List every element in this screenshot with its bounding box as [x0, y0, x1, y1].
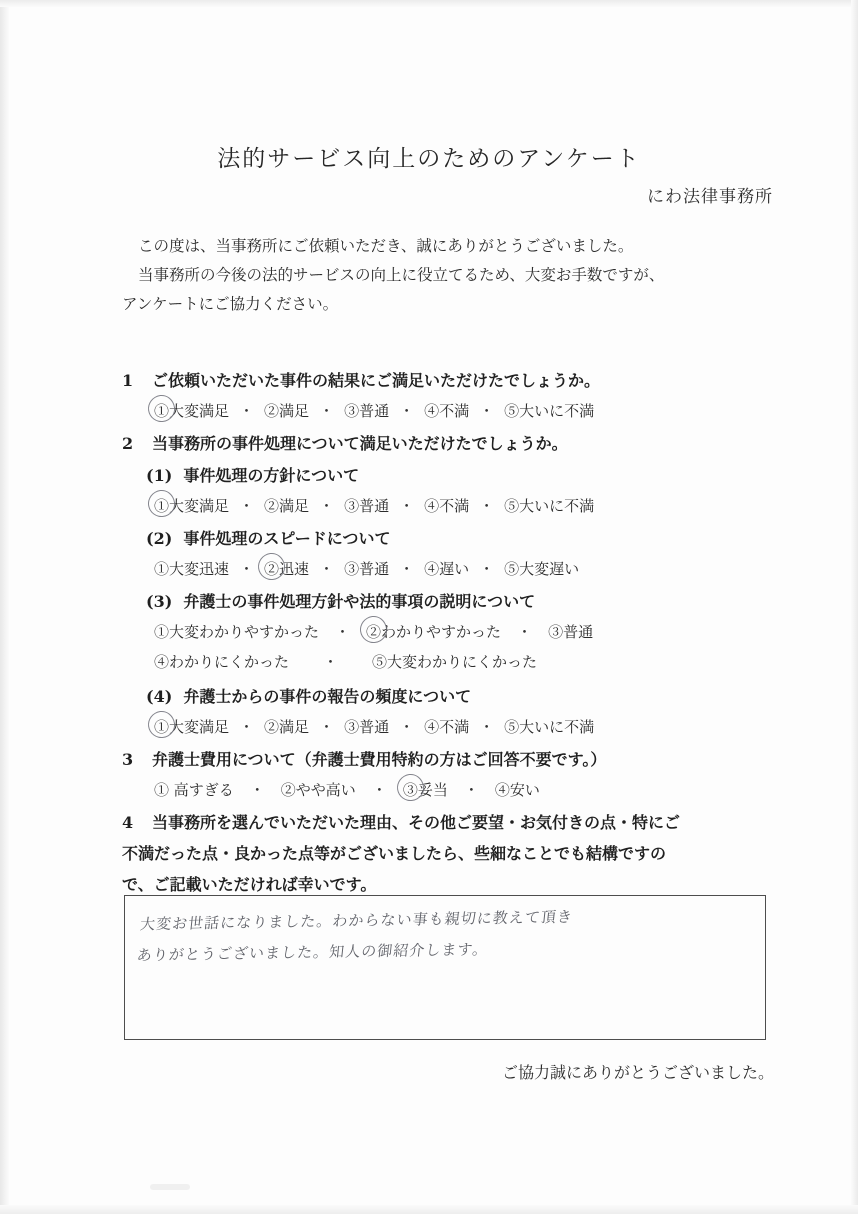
option-separator: ・	[399, 497, 415, 515]
option-2-1-5[interactable]: ⑤大いに不満	[504, 497, 595, 515]
option-separator: ・	[517, 623, 533, 641]
handwritten-answer-line-1: 大変お世話になりました。わからない事も親切に教えて頂き	[139, 907, 574, 934]
handwritten-answer	[135, 899, 753, 972]
question-3-text: 弁護士費用について（弁護士費用特約の方はご回答不要です。）	[152, 750, 607, 769]
option-1-3[interactable]: ③普通	[344, 402, 390, 420]
question-2	[122, 431, 822, 454]
option-separator: ・	[239, 560, 255, 578]
question-2-text: 当事務所の事件処理について満足いただけたでしょうか。	[152, 434, 568, 453]
option-separator: ・	[239, 497, 255, 515]
option-separator: ・	[319, 402, 335, 420]
option-2-1-1[interactable]: ①大変満足	[154, 497, 230, 515]
option-2-2-1[interactable]: ①大変迅速	[154, 560, 230, 578]
option-2-4-3[interactable]: ③普通	[344, 718, 390, 736]
option-2-4-1[interactable]: ①大変満足	[154, 718, 230, 736]
question-1	[122, 368, 822, 421]
question-2-4-options	[154, 716, 846, 737]
option-separator: ・	[399, 402, 415, 420]
option-2-1-3[interactable]: ③普通	[344, 497, 390, 515]
option-separator: ・	[479, 402, 495, 420]
option-separator: ・	[479, 497, 495, 515]
question-4-heading-line-3	[122, 872, 822, 895]
option-2-2-5[interactable]: ⑤大変遅い	[504, 560, 580, 578]
question-3-options	[154, 779, 822, 800]
option-2-2-2[interactable]: ②迅速	[264, 560, 310, 578]
option-separator: ・	[479, 560, 495, 578]
closing-text: ご協力誠にありがとうございました。	[501, 1063, 774, 1082]
question-4	[122, 810, 822, 895]
option-1-5[interactable]: ⑤大いに不満	[504, 402, 595, 420]
question-4-heading-line-1	[122, 810, 822, 833]
option-2-4-4[interactable]: ④不満	[424, 718, 470, 736]
option-3-2[interactable]: ②やや高い	[280, 781, 356, 799]
question-1-text: ご依頼いただいた事件の結果にご満足いただけたでしょうか。	[152, 371, 601, 390]
option-2-4-2[interactable]: ②満足	[264, 718, 310, 736]
question-4-text-3: で、ご記載いただければ幸いです。	[122, 875, 377, 894]
question-2-2-label: (2)	[146, 529, 173, 548]
option-separator: ・	[463, 781, 479, 799]
question-2-2-options	[154, 558, 846, 579]
option-separator: ・	[239, 718, 255, 736]
option-separator: ・	[335, 623, 351, 641]
option-separator: ・	[479, 718, 495, 736]
question-2-4-heading	[146, 684, 846, 707]
firm-name: にわ法律事務所	[647, 187, 773, 207]
option-1-4[interactable]: ④不満	[424, 402, 470, 420]
option-3-3[interactable]: ③妥当	[402, 781, 448, 799]
option-1-1[interactable]: ①大変満足	[154, 402, 230, 420]
option-2-4-5[interactable]: ⑤大いに不満	[504, 718, 595, 736]
question-2-3-options-line-1	[154, 621, 846, 642]
question-2-3-text: 弁護士の事件処理方針や法的事項の説明について	[183, 592, 536, 611]
question-2-3	[146, 589, 846, 672]
option-separator: ・	[239, 402, 255, 420]
option-1-2[interactable]: ②満足	[264, 402, 310, 420]
option-separator: ・	[399, 560, 415, 578]
question-2-4-label: (4)	[146, 687, 173, 706]
option-separator: ・	[319, 497, 335, 515]
question-2-2-heading	[146, 526, 846, 549]
option-2-1-4[interactable]: ④不満	[424, 497, 470, 515]
question-2-number: 2	[122, 434, 134, 453]
option-3-1[interactable]: ① 高すぎる	[154, 781, 234, 799]
question-2-1	[146, 463, 846, 516]
question-4-number: 4	[122, 813, 134, 832]
question-2-1-heading	[146, 463, 846, 486]
option-separator: ・	[319, 718, 335, 736]
question-2-2-text: 事件処理のスピードについて	[183, 529, 391, 548]
option-2-3-1[interactable]: ①大変わかりやすかった	[154, 623, 320, 641]
question-2-1-text: 事件処理の方針について	[183, 466, 360, 485]
option-2-2-3[interactable]: ③普通	[344, 560, 390, 578]
option-2-2-4[interactable]: ④遅い	[424, 560, 470, 578]
option-separator: ・	[371, 781, 387, 799]
question-2-3-heading	[146, 589, 846, 612]
question-4-text-2: 不満だった点・良かった点等がございましたら、些細なことでも結構ですの	[122, 844, 667, 863]
question-2-2	[146, 526, 846, 579]
scan-smudge	[150, 1184, 190, 1190]
free-comment-box[interactable]	[124, 895, 766, 1040]
intro-line-3: アンケートにご協力ください。	[122, 295, 339, 313]
option-2-3-4[interactable]: ④わかりにくかった	[154, 653, 290, 671]
question-1-number: 1	[122, 371, 134, 390]
question-2-4-text: 弁護士からの事件の報告の頻度について	[183, 687, 472, 706]
question-4-text-1: 当事務所を選んでいただいた理由、その他ご要望・お気付きの点・特にご	[152, 813, 681, 832]
intro-line-2: 当事務所の今後の法的サービスの向上に役立てるため、大変お手数ですが、	[138, 266, 665, 284]
question-2-1-options	[154, 495, 846, 516]
option-2-3-2[interactable]: ②わかりやすかった	[366, 623, 502, 641]
question-3-heading	[122, 747, 822, 770]
question-1-options	[154, 400, 822, 421]
option-2-1-2[interactable]: ②満足	[264, 497, 310, 515]
option-separator: ・	[399, 718, 415, 736]
option-2-3-5[interactable]: ⑤大変わかりにくかった	[372, 653, 538, 671]
question-1-heading	[122, 368, 822, 391]
option-separator: ・	[249, 781, 265, 799]
question-2-3-label: (3)	[146, 592, 173, 611]
option-2-3-3[interactable]: ③普通	[548, 623, 594, 641]
question-2-heading	[122, 431, 822, 454]
question-4-heading-line-2	[122, 841, 822, 864]
question-3-number: 3	[122, 750, 134, 769]
question-2-4	[146, 684, 846, 737]
page-title: 法的サービス向上のためのアンケート	[217, 146, 641, 172]
option-separator: ・	[323, 653, 339, 671]
question-2-1-label: (1)	[146, 466, 173, 485]
option-separator: ・	[319, 560, 335, 578]
handwritten-answer-line-2: ありがとうございました。知人の御紹介します。	[135, 940, 490, 965]
intro-paragraph	[122, 232, 802, 319]
option-3-4[interactable]: ④安い	[494, 781, 540, 799]
intro-line-1: この度は、当事務所にご依頼いただき、誠にありがとうございました。	[138, 237, 634, 255]
question-2-3-options-line-2	[154, 651, 846, 672]
question-3	[122, 747, 822, 800]
